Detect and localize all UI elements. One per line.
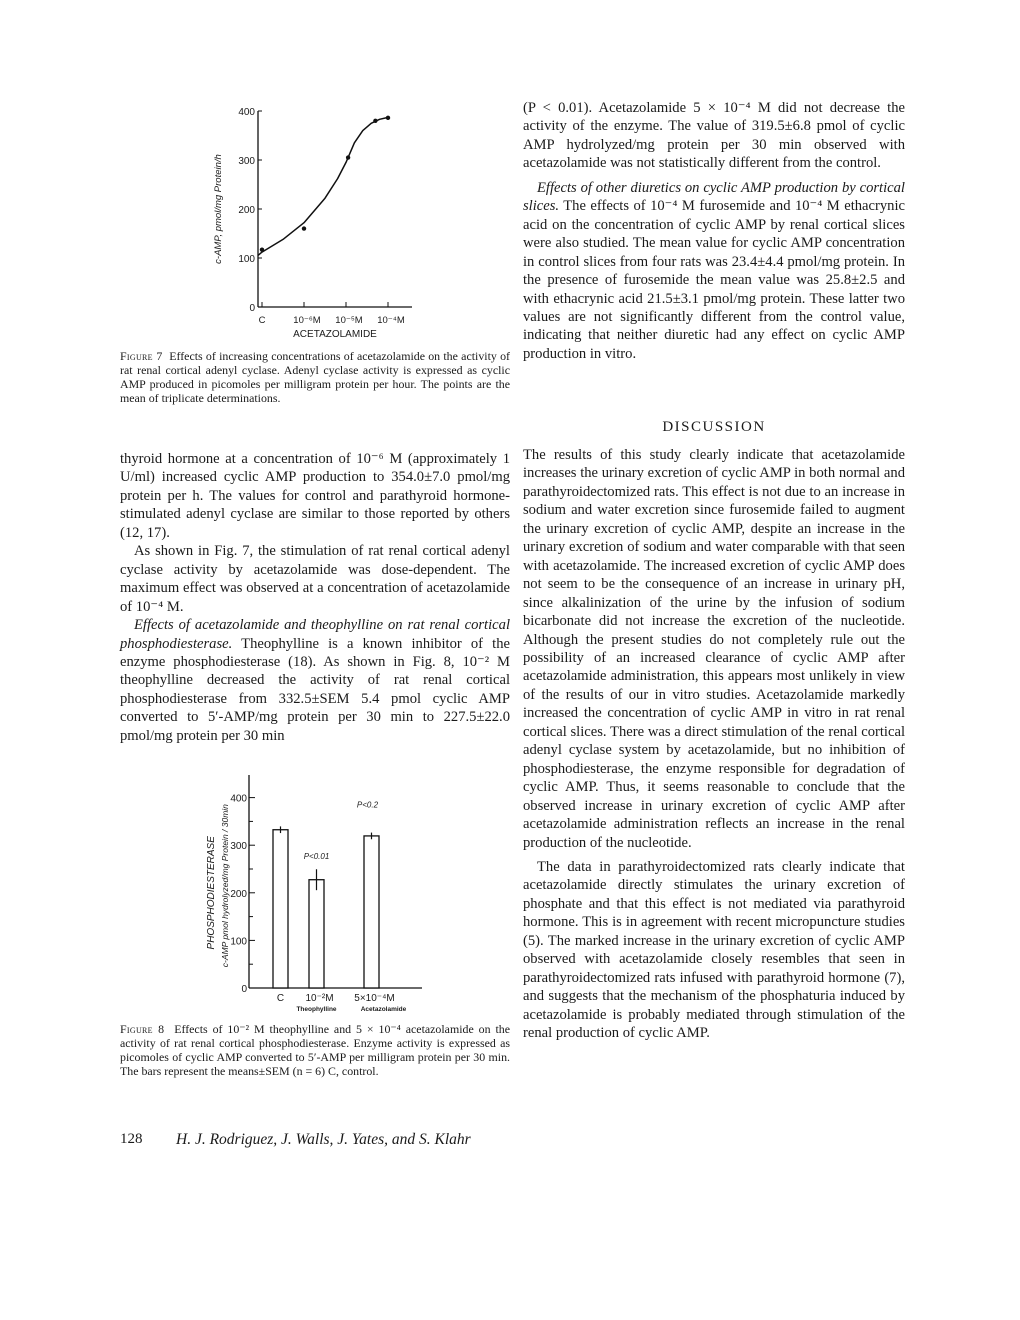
y-axis-label: c-AMP, pmol/mg Protein/h xyxy=(213,154,224,264)
paragraph-text: Theophylline is a known inhibitor of the enzyme phosphodiesterase (18). As shown in Fig. 8, 10⁻² M theophylline decreased the activity of rat renal cortical phosphodiesterase from 332.5±SEM 5.4 pmol cyclic AMP converted to 5′-AMP/mg protein per 30 min to 227.5±22.0 pmol/mg protein per 30 min xyxy=(120,635,510,744)
x-tick-label: C xyxy=(258,315,266,326)
bar xyxy=(273,830,288,988)
y-tick-label: 300 xyxy=(230,841,247,853)
significance-label: P<0.2 xyxy=(356,800,379,810)
page-number: 128 xyxy=(120,1131,143,1147)
x-tick-label: 10⁻⁵M xyxy=(335,315,363,326)
y-tick-label: 100 xyxy=(230,936,247,948)
paragraph-text: The effects of 10⁻⁴ M furosemide and 10⁻⁴ M ethacrynic acid on the concentration of cyclic AMP by renal cortical slices were also studied. The mean value for cyclic AMP concentration in control slices from four rats was 23.4±4.4 pmol/mg protein. In the presence of furosemide the mean value was 25.8±2.5 and with ethacrynic acid 21.5±3.1 pmol/mg protein. These latter two values are not significantly different from the control value, indicating that neither diuretic had any effect on cyclic AMP production in vitro. xyxy=(523,198,905,362)
paragraph: The data in parathyroidectomized rats clearly indicate that acetazolamide directly stimulates the urinary excretion of phosphate and that this effect is not mediated via parathyroid hormone. This is in agreement with recent micropuncture studies (5). The marked increase in the urinary excretion of cyclic AMP observed with acetazolamide closely resembles that seen in parathyroidectomized rats infused with parathyroid hormone (7), and suggests that the mechanism of the phosphaturia induced by acetazolamide is probably mediated through stimulation of the renal production of cyclic AMP. xyxy=(523,858,905,1042)
section-heading-discussion: DISCUSSION xyxy=(662,419,766,435)
right-column-text-discussion xyxy=(523,446,905,1043)
bar xyxy=(364,836,379,988)
figure-7-label: Figure 7 xyxy=(120,349,163,363)
figure-8-chart xyxy=(0,0,520,1020)
paragraph: (P < 0.01). Acetazolamide 5 × 10⁻⁴ M did not decrease the activity of the enzyme. The value of 319.5±6.8 pmol of cyclic AMP hydrolyzed/mg protein per 30 min observed with acetazolamide was not statistically different from the control. xyxy=(523,100,905,172)
paragraph: As shown in Fig. 7, the stimulation of rat renal cortical adenyl cyclase activity by acetazolamide was dose-dependent. The maximum effect was observed at a concentration of acetazolamide of 10⁻⁴ M. xyxy=(120,543,510,615)
figure-8-caption-text: Effects of 10⁻² M theophylline and 5 × 10⁻⁴ acetazolamide on the activity of rat renal cortical phosphodiesterase. Enzyme activity is expressed as picomoles of cyclic AMP converted to 5′-AMP per milligram protein per 30 min. The bars represent the means±SEM (n = 6) C, control. xyxy=(120,1022,510,1078)
figure-8-label: Figure 8 xyxy=(120,1022,165,1036)
y-axis-label: PHOSPHODIESTERASE xyxy=(206,836,217,950)
y-tick-label: 200 xyxy=(238,205,255,216)
y-tick-label: 100 xyxy=(238,254,255,265)
paragraph: The results of this study clearly indicate that acetazolamide increases the urinary excretion of cyclic AMP in both normal and parathyroidectomized rats. This effect is not due to an increase in sodium and water excretion since furosemide failed to augment the urinary excretion of cyclic AMP, despite an increase in the urinary excretion of sodium and water comparable with that seen with acetazolamide. The increased excretion of cyclic AMP does not seem to be the consequence of an increase in urinary pH, since alkalinization of the urine by the infusion of sodium bicarbonate did not increase the excretion of the nucleotide. Although the present studies do not completely rule out the possibility of an increased clearance of cyclic AMP after acetazolamide administration, this appears most unlikely in view of the results of our in vitro studies. Acetazolamide markedly increased the concentration of cyclic AMP in vitro in rat renal cortical slices. There was a direct stimulation of the renal cortical adenyl cyclase system by acetazolamide, but no inhibition of phosphodiesterase, the enzyme responsible for degradation of cyclic AMP. Thus, it seems reasonable to conclude that the observed increase in urinary excretion of cyclic AMP after acetazolamide administration reflects an increase in the renal production of the nucleotide. xyxy=(523,447,905,851)
x-tick-label: 5×10⁻⁴M xyxy=(354,993,395,1004)
figure-7-caption-text: Effects of increasing concentrations of acetazolamide on the activity of rat renal cortical adenyl cyclase. Adenyl cyclase activity is expressed as cyclic AMP produced in picomoles per milligram protein per hour. The points are the mean of triplicate determinations. xyxy=(120,349,510,405)
x-sublabel: Acetazolamide xyxy=(360,1006,407,1013)
x-tick-label: 10⁻²M xyxy=(305,993,334,1004)
y-tick-label: 300 xyxy=(238,156,255,167)
y-axis-label: c-AMP pmol hydrolyzed/mg Protein / 30min xyxy=(220,804,230,968)
figure-8-caption xyxy=(120,1023,510,1079)
y-tick-label: 0 xyxy=(249,303,255,314)
x-sublabel: Theophylline xyxy=(296,1006,337,1013)
subsection-heading: Effects of other diuretics on cyclic AMP production by cortical slices. xyxy=(523,179,905,215)
y-tick-label: 200 xyxy=(230,888,247,900)
running-footer-authors: H. J. Rodriguez, J. Walls, J. Yates, and S. Klahr xyxy=(176,1131,471,1148)
y-tick-label: 400 xyxy=(238,107,255,118)
y-tick-label: 400 xyxy=(230,793,247,805)
x-axis-label: ACETAZOLAMIDE xyxy=(293,329,377,340)
significance-label: P<0.01 xyxy=(303,852,330,862)
paragraph xyxy=(523,179,905,364)
x-tick-label: C xyxy=(276,993,285,1004)
y-tick-label: 0 xyxy=(241,984,247,995)
x-tick-label: 10⁻⁴M xyxy=(377,315,405,326)
paragraph: thyroid hormone at a concentration of 10⁻⁶ M (approximately 1 U/ml) increased cyclic AMP production to 354.0±7.0 pmol/mg protein per h. The values for control and parathyroid hormone-stimulated adenyl cyclase are similar to those reported by others (12, 17). xyxy=(120,451,510,541)
x-tick-label: 10⁻⁶M xyxy=(293,315,321,326)
subsection-heading: Effects of acetazolamide and theophylline on rat renal cortical phosphodiesterase. xyxy=(120,617,510,652)
right-column-text-top xyxy=(523,99,905,363)
bar xyxy=(309,880,324,988)
